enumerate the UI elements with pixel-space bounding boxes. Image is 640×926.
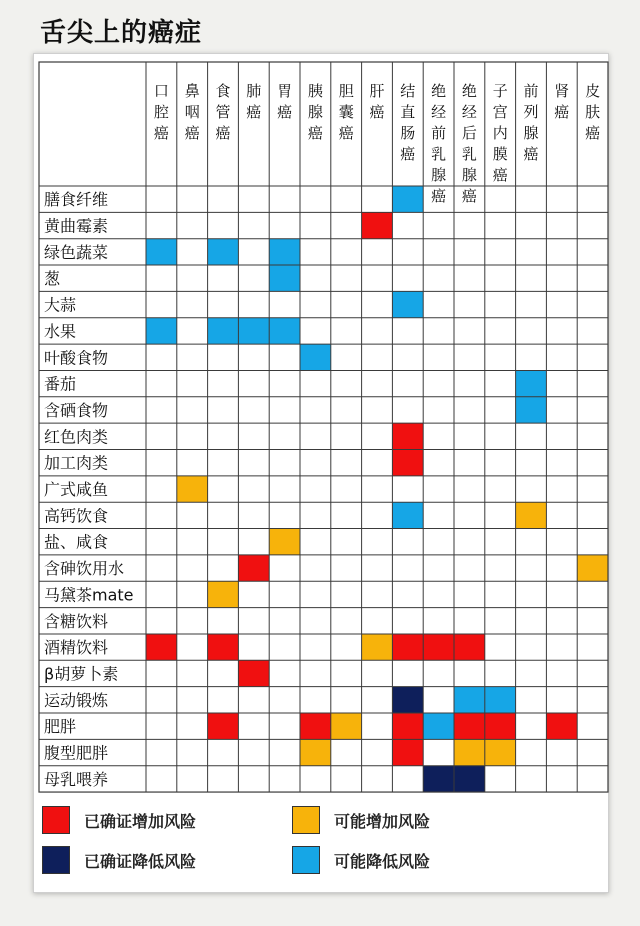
column-header-char: 癌 — [153, 124, 169, 142]
column-header-char: 口 — [153, 82, 169, 100]
column-header-char: 癌 — [369, 103, 385, 121]
legend-swatch-confirmed-decrease — [42, 846, 70, 874]
matrix-cell — [392, 687, 423, 713]
matrix-cell — [362, 212, 393, 238]
matrix-cell — [423, 634, 454, 660]
matrix-cell — [177, 476, 208, 502]
legend-possible-increase — [292, 806, 430, 834]
column-header-char: 癌 — [215, 124, 231, 142]
column-header-char: 管 — [215, 103, 231, 121]
column-header-char: 食 — [215, 82, 231, 100]
matrix-cell — [238, 318, 269, 344]
matrix-cell — [238, 555, 269, 581]
matrix-cell — [269, 318, 300, 344]
row-label: 腹型肥胖 — [44, 743, 109, 763]
column-header-char: 鼻 — [184, 82, 200, 100]
matrix-cell — [146, 318, 177, 344]
column-header-char: 囊 — [338, 103, 354, 121]
column-header-char: 癌 — [400, 145, 416, 163]
matrix-cell — [454, 687, 485, 713]
column-header-char: 皮 — [585, 82, 601, 100]
row-label: 含硒食物 — [44, 400, 109, 420]
column-header-char: 腺 — [523, 124, 539, 142]
column-header-char: 癌 — [431, 187, 447, 205]
matrix-cell — [516, 370, 547, 396]
matrix-cell — [331, 713, 362, 739]
matrix-cell — [516, 502, 547, 528]
column-header-char: 直 — [400, 103, 416, 121]
row-label: 加工肉类 — [44, 453, 109, 473]
column-header-char: 肺 — [246, 82, 262, 100]
matrix-cell — [392, 291, 423, 317]
matrix-cell — [392, 502, 423, 528]
column-header-char: 前 — [523, 82, 539, 100]
legend-confirmed-increase — [42, 806, 196, 834]
row-label: 肥胖 — [44, 717, 77, 737]
row-label: 盐、咸食 — [44, 532, 109, 552]
column-header-char: 腺 — [461, 166, 477, 184]
column-header-char: 癌 — [554, 103, 570, 121]
matrix-cell — [208, 634, 239, 660]
column-header-char: 经 — [431, 103, 447, 121]
row-label: 母乳喂养 — [44, 769, 109, 789]
row-label: 绿色蔬菜 — [44, 242, 109, 262]
matrix-cell — [392, 186, 423, 212]
column-header-char: 绝 — [461, 82, 477, 100]
row-label: 酒精饮料 — [44, 638, 109, 658]
column-header-char: 乳 — [431, 145, 447, 163]
matrix-cell — [269, 239, 300, 265]
row-label: 叶酸食物 — [44, 348, 109, 368]
column-header-char: 腺 — [431, 166, 447, 184]
column-header-char: 乳 — [461, 145, 477, 163]
matrix-border — [39, 62, 608, 792]
legend-label-confirmed-decrease: 已确证降低风险 — [84, 851, 197, 871]
page-title: 舌尖上的癌症 — [40, 18, 203, 48]
row-label: 高钙饮食 — [44, 506, 109, 526]
column-header-char: 前 — [431, 124, 447, 142]
column-header-char: 癌 — [338, 124, 354, 142]
legend-confirmed-decrease — [42, 846, 196, 874]
row-label: 膳食纤维 — [44, 190, 109, 210]
row-label: 红色肉类 — [44, 427, 109, 447]
matrix-cell — [208, 713, 239, 739]
matrix-cell — [238, 660, 269, 686]
column-header-char: 癌 — [461, 187, 477, 205]
row-label: 水果 — [44, 321, 77, 341]
row-label: 葱 — [44, 269, 61, 289]
matrix-cell — [423, 766, 454, 792]
column-header-char: 肠 — [400, 124, 416, 142]
column-header-char: 内 — [492, 124, 508, 142]
legend-swatch-confirmed-increase — [42, 806, 70, 834]
matrix-cell — [516, 397, 547, 423]
matrix-cell — [485, 687, 516, 713]
column-header-char: 癌 — [492, 166, 508, 184]
matrix-cell — [392, 634, 423, 660]
matrix-cell — [300, 344, 331, 370]
column-header-char: 腔 — [153, 103, 169, 121]
column-header-char: 宫 — [492, 103, 508, 121]
matrix-cell — [454, 634, 485, 660]
legend-label-possible-increase: 可能增加风险 — [334, 811, 431, 831]
matrix-cell — [300, 739, 331, 765]
row-label: 大蒜 — [44, 295, 77, 315]
legend-swatch-possible-decrease — [292, 846, 320, 874]
matrix-cell — [269, 529, 300, 555]
column-header-char: 胆 — [338, 82, 354, 100]
column-header-char: 肾 — [554, 82, 570, 100]
matrix-cell — [269, 265, 300, 291]
matrix-cell — [454, 713, 485, 739]
matrix-cell — [392, 739, 423, 765]
column-header-char: 后 — [461, 124, 477, 142]
row-label: 运动锻炼 — [44, 690, 109, 710]
legend-possible-decrease — [292, 846, 430, 874]
matrix-cell — [392, 423, 423, 449]
matrix-cell — [362, 634, 393, 660]
matrix-cell — [392, 713, 423, 739]
matrix-cell — [146, 239, 177, 265]
column-header-char: 胃 — [277, 82, 293, 100]
column-header-char: 癌 — [184, 124, 200, 142]
column-header-char: 经 — [461, 103, 477, 121]
row-label: 广式咸鱼 — [44, 480, 109, 500]
column-header-char: 结 — [400, 82, 416, 100]
column-header-char: 肤 — [585, 103, 601, 121]
matrix-cell — [208, 318, 239, 344]
column-header-char: 肝 — [369, 82, 385, 100]
matrix-cell — [454, 739, 485, 765]
column-header-char: 子 — [492, 82, 508, 100]
column-header-char: 癌 — [277, 103, 293, 121]
column-header-char: 癌 — [307, 124, 323, 142]
column-header-char: 绝 — [431, 82, 447, 100]
matrix-cell — [485, 739, 516, 765]
matrix-cell — [208, 581, 239, 607]
column-header-char: 癌 — [585, 124, 601, 142]
column-header-char: 腺 — [307, 103, 323, 121]
row-label: 番茄 — [44, 374, 77, 394]
matrix-cell — [546, 713, 577, 739]
matrix-cell — [577, 555, 608, 581]
matrix-cell — [300, 713, 331, 739]
row-label: 黄曲霉素 — [44, 216, 109, 236]
matrix-cell — [146, 634, 177, 660]
row-label: 含砷饮用水 — [44, 559, 125, 579]
row-label: 马黛茶mate — [44, 585, 134, 605]
column-header-char: 癌 — [246, 103, 262, 121]
matrix-cell — [485, 713, 516, 739]
legend-label-possible-decrease: 可能降低风险 — [334, 851, 431, 871]
column-header-char: 胰 — [307, 82, 323, 100]
matrix-cell — [454, 766, 485, 792]
row-label: 含糖饮料 — [44, 611, 109, 631]
column-header-char: 癌 — [523, 145, 539, 163]
row-label: β胡萝卜素 — [44, 664, 119, 684]
column-header-char: 列 — [523, 103, 539, 121]
legend-label-confirmed-increase: 已确证增加风险 — [84, 811, 197, 831]
column-header-char: 咽 — [184, 103, 200, 121]
legend-swatch-possible-increase — [292, 806, 320, 834]
matrix-cell — [423, 713, 454, 739]
column-header-char: 膜 — [492, 145, 508, 163]
matrix-cell — [392, 450, 423, 476]
matrix-cell — [208, 239, 239, 265]
